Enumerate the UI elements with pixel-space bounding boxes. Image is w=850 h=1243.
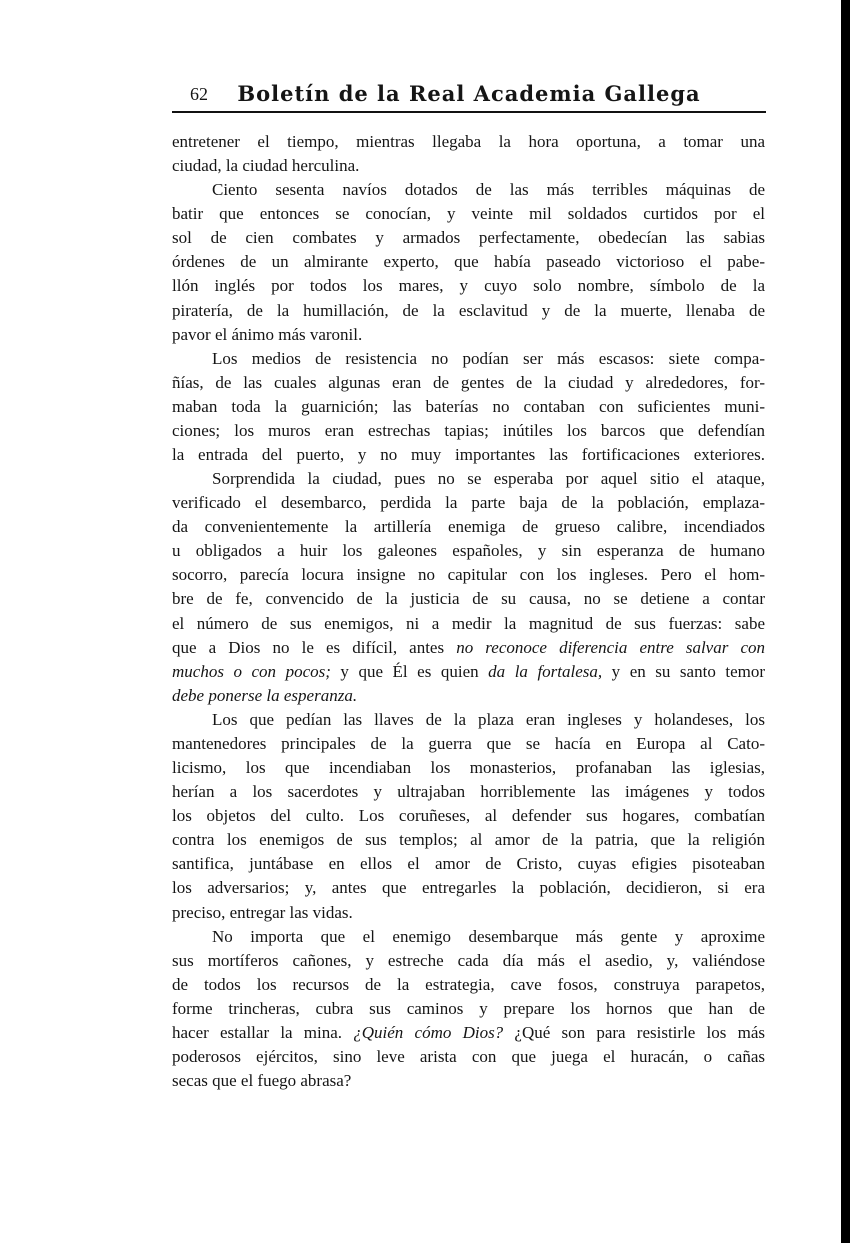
text-segment: poderosos ejércitos, sino leve arista con que juega el huracán, o cañas: [172, 1046, 765, 1066]
text-segment: batir que entonces se conocían, y veinte mil soldados curtidos por el: [172, 204, 765, 224]
text-line: [172, 684, 765, 708]
text-segment: Sorprendida la ciudad, pues no se esperaba por aquel sitio el ataque,: [212, 469, 765, 489]
text-line: [172, 973, 765, 997]
text-line: [172, 539, 765, 563]
scan-edge-bar: [841, 0, 850, 1243]
text-segment: sol de cien combates y armados perfectamente, obedecían las sabias: [172, 228, 765, 248]
italic-text: no reconoce diferencia entre salvar con: [456, 637, 765, 657]
text-segment: herían a los sacerdotes y ultrajaban horriblemente las imágenes y todos: [172, 782, 765, 802]
text-line: [172, 804, 765, 828]
text-segment: contra los enemigos de sus templos; al amor de la patria, que la religión: [172, 830, 765, 850]
text-line: [172, 876, 765, 900]
text-segment: secas que el fuego abrasa?: [172, 1071, 352, 1091]
text-segment: los objetos del culto. Los coruñeses, al defender sus hogares, combatían: [172, 806, 765, 826]
text-line: [172, 1021, 765, 1045]
text-segment: ciones; los muros eran estrechas tapias; inútiles los barcos que defendían: [172, 420, 765, 440]
text-segment: ciudad, la ciudad herculina.: [172, 156, 360, 176]
text-segment: llón inglés por todos los mares, y cuyo solo nombre, símbolo de la: [172, 276, 765, 296]
text-line: [172, 708, 765, 732]
text-segment: que a Dios no le es difícil, antes: [172, 637, 457, 657]
journal-title: Boletín de la Real Academia Gallega: [237, 81, 701, 106]
text-segment: hacer estallar la mina.: [172, 1022, 354, 1042]
text-line: [172, 371, 765, 395]
text-segment: los adversarios; y, antes que entregarles la población, decidieron, si era: [172, 878, 765, 898]
running-header: [172, 80, 766, 110]
text-segment: maban toda la guarnición; las baterías no contaban con suficientes muni-: [172, 396, 765, 416]
header-rule: [172, 111, 766, 113]
text-line: [172, 828, 765, 852]
italic-text: muchos o con pocos;: [172, 661, 331, 681]
text-line: [172, 467, 765, 491]
text-segment: la entrada del puerto, y no muy importantes las fortificaciones exteriores.: [172, 445, 765, 465]
text-segment: u obligados a huir los galeones españoles, y sin esperanza de humano: [172, 541, 765, 561]
text-line: [172, 756, 765, 780]
text-line: [172, 443, 765, 467]
text-line: [172, 274, 765, 298]
text-line: [172, 130, 765, 154]
text-line: [172, 852, 765, 876]
text-segment: bre de fe, convencido de la justicia de su causa, no se detiene a contar: [172, 589, 765, 609]
text-line: [172, 901, 765, 925]
italic-text: debe ponerse la esperanza.: [172, 685, 358, 705]
text-line: [172, 660, 765, 684]
text-segment: verificado el desembarco, perdida la parte baja de la población, emplaza-: [172, 493, 765, 513]
text-line: [172, 419, 765, 443]
text-segment: piratería, de la humillación, de la esclavitud y de la muerte, llenaba de: [172, 300, 765, 320]
italic-text: da la fortalesa,: [488, 661, 603, 681]
text-line: [172, 299, 765, 323]
text-segment: entretener el tiempo, mientras llegaba la hora oportuna, a tomar una: [172, 132, 765, 151]
text-segment: y que Él es quien: [330, 661, 489, 681]
text-segment: ¿Qué son para resistirle los más: [503, 1022, 765, 1042]
text-line: [172, 226, 765, 250]
text-segment: y en su santo temor: [602, 661, 765, 681]
text-line: [172, 636, 765, 660]
text-segment: el número de sus enemigos, ni a medir la magnitud de sus fuerzas: sabe: [172, 613, 765, 633]
text-line: [172, 612, 765, 636]
text-line: [172, 250, 765, 274]
text-segment: da convenientemente la artillería enemiga de grueso calibre, incendiados: [172, 517, 765, 537]
text-segment: pavor el ánimo más varonil.: [172, 324, 363, 344]
text-line: [172, 395, 765, 419]
text-segment: Los que pedían las llaves de la plaza eran ingleses y holandeses, los: [212, 709, 765, 729]
text-segment: Ciento sesenta navíos dotados de las más terribles máquinas de: [212, 180, 765, 200]
text-segment: Los medios de resistencia no podían ser más escasos: siete compa-: [212, 348, 765, 368]
text-line: [172, 178, 765, 202]
text-segment: No importa que el enemigo desembarque más gente y aproxime: [212, 926, 765, 946]
italic-text: ¿Quién cómo Dios?: [353, 1022, 504, 1042]
text-line: [172, 1069, 765, 1093]
text-segment: preciso, entregar las vidas.: [172, 902, 353, 922]
text-line: [172, 780, 765, 804]
text-line: [172, 347, 765, 371]
text-segment: licismo, los que incendiaban los monasterios, profanaban las iglesias,: [172, 758, 765, 778]
text-segment: órdenes de un almirante experto, que había paseado victorioso el pabe-: [172, 252, 765, 272]
text-line: [172, 732, 765, 756]
text-line: [172, 515, 765, 539]
text-segment: mantenedores principales de la guerra que se hacía en Europa al Cato-: [172, 733, 765, 753]
text-line: [172, 949, 765, 973]
text-segment: de todos los recursos de la estrategia, cave fosos, construya parapetos,: [172, 974, 765, 994]
text-line: [172, 587, 765, 611]
text-line: [172, 997, 765, 1021]
text-line: [172, 154, 765, 178]
text-segment: ñías, de las cuales algunas eran de gentes de la ciudad y alrededores, for-: [172, 372, 765, 392]
text-line: [172, 202, 765, 226]
text-segment: socorro, parecía locura insigne no capitular con los ingleses. Pero el hom-: [172, 565, 765, 585]
page-number: 62: [190, 84, 208, 104]
text-line: [172, 1045, 765, 1069]
text-line: [172, 491, 765, 515]
body-text: [172, 130, 765, 1093]
text-segment: santifica, juntábase en ellos el amor de Cristo, cuyas efigies pisoteaban: [172, 854, 765, 874]
text-line: [172, 925, 765, 949]
text-segment: sus mortíferos cañones, y estreche cada día más el asedio, y, valiéndose: [172, 950, 765, 970]
text-segment: forme trincheras, cubra sus caminos y prepare los hornos que han de: [172, 998, 765, 1018]
text-line: [172, 323, 765, 347]
text-line: [172, 563, 765, 587]
